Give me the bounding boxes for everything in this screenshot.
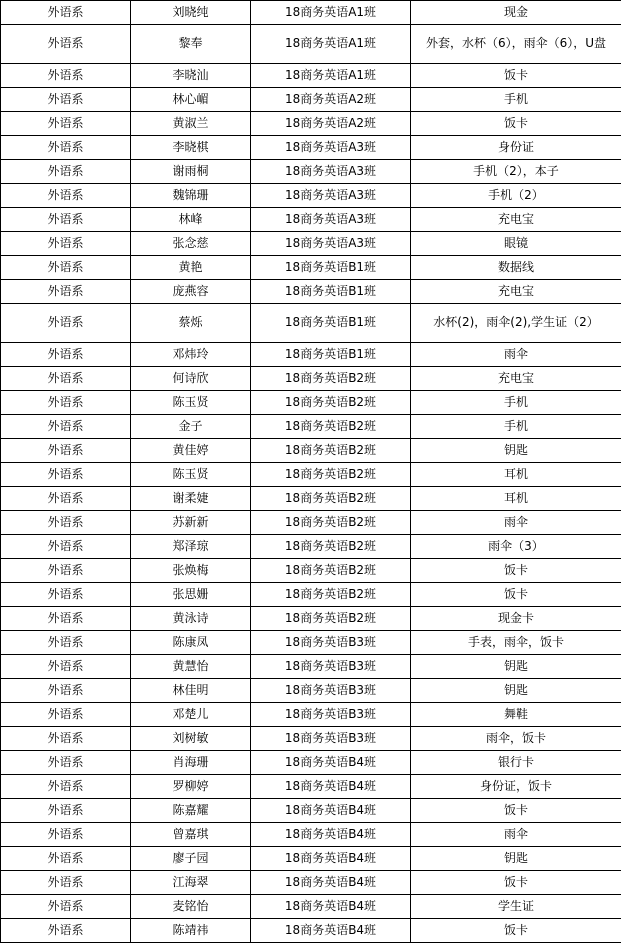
cell-class[interactable]: 18商务英语B3班	[251, 703, 411, 727]
cell-items[interactable]: 手机	[411, 415, 621, 439]
cell-name[interactable]: 黄淑兰	[131, 112, 251, 136]
table-row[interactable]	[1, 799, 621, 823]
table-row[interactable]	[1, 895, 621, 919]
cell-name[interactable]: 林佳明	[131, 679, 251, 703]
cell-items[interactable]: 现金	[411, 1, 621, 25]
cell-class[interactable]: 18商务英语B3班	[251, 655, 411, 679]
cell-name[interactable]: 林心嵋	[131, 88, 251, 112]
table-row[interactable]	[1, 535, 621, 559]
table-row[interactable]	[1, 559, 621, 583]
cell-department[interactable]: 外语系	[1, 823, 131, 847]
cell-name[interactable]: 陈嘉耀	[131, 799, 251, 823]
cell-department[interactable]: 外语系	[1, 631, 131, 655]
cell-items[interactable]: 充电宝	[411, 280, 621, 304]
table-row[interactable]	[1, 439, 621, 463]
cell-department[interactable]: 外语系	[1, 280, 131, 304]
table-row[interactable]	[1, 679, 621, 703]
cell-name[interactable]: 陈玉贤	[131, 463, 251, 487]
cell-department[interactable]: 外语系	[1, 919, 131, 943]
cell-items[interactable]: 充电宝	[411, 367, 621, 391]
table-row[interactable]	[1, 511, 621, 535]
cell-department[interactable]: 外语系	[1, 871, 131, 895]
cell-name[interactable]: 张思姗	[131, 583, 251, 607]
cell-name[interactable]: 苏新新	[131, 511, 251, 535]
cell-name[interactable]: 谢雨桐	[131, 160, 251, 184]
cell-name[interactable]: 肖海珊	[131, 751, 251, 775]
table-row[interactable]	[1, 919, 621, 943]
cell-items[interactable]: 手机	[411, 88, 621, 112]
cell-name[interactable]: 张焕梅	[131, 559, 251, 583]
cell-items[interactable]: 雨伞	[411, 823, 621, 847]
cell-items[interactable]: 饭卡	[411, 799, 621, 823]
cell-class[interactable]: 18商务英语A2班	[251, 112, 411, 136]
cell-name[interactable]: 陈靖祎	[131, 919, 251, 943]
cell-class[interactable]: 18商务英语B4班	[251, 823, 411, 847]
cell-class[interactable]: 18商务英语B3班	[251, 631, 411, 655]
cell-name[interactable]: 庞燕容	[131, 280, 251, 304]
table-row[interactable]	[1, 727, 621, 751]
table-row[interactable]	[1, 703, 621, 727]
cell-items[interactable]: 雨伞，饭卡	[411, 727, 621, 751]
cell-name[interactable]: 曾嘉琪	[131, 823, 251, 847]
cell-class[interactable]: 18商务英语A1班	[251, 64, 411, 88]
table-row[interactable]	[1, 1, 621, 25]
cell-department[interactable]: 外语系	[1, 583, 131, 607]
cell-class[interactable]: 18商务英语B2班	[251, 415, 411, 439]
table-row[interactable]	[1, 487, 621, 511]
cell-class[interactable]: 18商务英语B2班	[251, 463, 411, 487]
cell-name[interactable]: 黎奉	[131, 25, 251, 64]
cell-items[interactable]: 饭卡	[411, 112, 621, 136]
cell-class[interactable]: 18商务英语A3班	[251, 160, 411, 184]
cell-name[interactable]: 江海翠	[131, 871, 251, 895]
cell-name[interactable]: 邓炜玲	[131, 343, 251, 367]
table-row[interactable]	[1, 112, 621, 136]
cell-items[interactable]: 银行卡	[411, 751, 621, 775]
cell-class[interactable]: 18商务英语B2班	[251, 607, 411, 631]
cell-department[interactable]: 外语系	[1, 415, 131, 439]
cell-items[interactable]: 钥匙	[411, 847, 621, 871]
cell-class[interactable]: 18商务英语B1班	[251, 304, 411, 343]
cell-department[interactable]: 外语系	[1, 232, 131, 256]
cell-department[interactable]: 外语系	[1, 256, 131, 280]
cell-name[interactable]: 金子	[131, 415, 251, 439]
cell-name[interactable]: 郑泽琼	[131, 535, 251, 559]
cell-items[interactable]: 雨伞（3）	[411, 535, 621, 559]
cell-class[interactable]: 18商务英语B2班	[251, 583, 411, 607]
cell-department[interactable]: 外语系	[1, 511, 131, 535]
cell-department[interactable]: 外语系	[1, 367, 131, 391]
cell-name[interactable]: 蔡烁	[131, 304, 251, 343]
cell-items[interactable]: 水杯(2)，雨伞(2),学生证（2）	[411, 304, 621, 343]
cell-items[interactable]: 眼镜	[411, 232, 621, 256]
cell-class[interactable]: 18商务英语B3班	[251, 727, 411, 751]
table-row[interactable]	[1, 631, 621, 655]
table-row[interactable]	[1, 583, 621, 607]
cell-class[interactable]: 18商务英语B1班	[251, 256, 411, 280]
table-row[interactable]	[1, 256, 621, 280]
cell-class[interactable]: 18商务英语B2班	[251, 439, 411, 463]
cell-class[interactable]: 18商务英语A3班	[251, 208, 411, 232]
cell-items[interactable]: 饭卡	[411, 64, 621, 88]
cell-department[interactable]: 外语系	[1, 1, 131, 25]
cell-class[interactable]: 18商务英语B2班	[251, 391, 411, 415]
table-row[interactable]	[1, 25, 621, 64]
cell-class[interactable]: 18商务英语A2班	[251, 88, 411, 112]
table-row[interactable]	[1, 280, 621, 304]
cell-class[interactable]: 18商务英语B2班	[251, 511, 411, 535]
cell-items[interactable]: 饭卡	[411, 559, 621, 583]
cell-department[interactable]: 外语系	[1, 727, 131, 751]
cell-name[interactable]: 林峰	[131, 208, 251, 232]
cell-class[interactable]: 18商务英语A3班	[251, 136, 411, 160]
cell-department[interactable]: 外语系	[1, 703, 131, 727]
cell-class[interactable]: 18商务英语B4班	[251, 847, 411, 871]
table-row[interactable]	[1, 208, 621, 232]
cell-department[interactable]: 外语系	[1, 304, 131, 343]
cell-department[interactable]: 外语系	[1, 463, 131, 487]
cell-name[interactable]: 廖子园	[131, 847, 251, 871]
cell-department[interactable]: 外语系	[1, 535, 131, 559]
cell-department[interactable]: 外语系	[1, 112, 131, 136]
cell-name[interactable]: 罗柳婷	[131, 775, 251, 799]
cell-items[interactable]: 钥匙	[411, 439, 621, 463]
cell-class[interactable]: 18商务英语A1班	[251, 25, 411, 64]
table-row[interactable]	[1, 823, 621, 847]
cell-class[interactable]: 18商务英语B1班	[251, 343, 411, 367]
table-row[interactable]	[1, 871, 621, 895]
cell-items[interactable]: 现金卡	[411, 607, 621, 631]
cell-items[interactable]: 数据线	[411, 256, 621, 280]
cell-department[interactable]: 外语系	[1, 895, 131, 919]
cell-items[interactable]: 饭卡	[411, 871, 621, 895]
cell-class[interactable]: 18商务英语B4班	[251, 895, 411, 919]
cell-class[interactable]: 18商务英语B2班	[251, 535, 411, 559]
cell-department[interactable]: 外语系	[1, 88, 131, 112]
cell-items[interactable]: 手机（2）	[411, 184, 621, 208]
table-row[interactable]	[1, 136, 621, 160]
cell-name[interactable]: 魏锦珊	[131, 184, 251, 208]
table-row[interactable]	[1, 415, 621, 439]
table-row[interactable]	[1, 751, 621, 775]
cell-name[interactable]: 陈康凤	[131, 631, 251, 655]
cell-department[interactable]: 外语系	[1, 64, 131, 88]
cell-items[interactable]: 充电宝	[411, 208, 621, 232]
cell-items[interactable]: 雨伞	[411, 343, 621, 367]
cell-items[interactable]: 钥匙	[411, 655, 621, 679]
cell-department[interactable]: 外语系	[1, 799, 131, 823]
cell-department[interactable]: 外语系	[1, 607, 131, 631]
table-row[interactable]	[1, 304, 621, 343]
cell-name[interactable]: 谢柔婕	[131, 487, 251, 511]
cell-class[interactable]: 18商务英语B1班	[251, 280, 411, 304]
cell-class[interactable]: 18商务英语B4班	[251, 919, 411, 943]
cell-department[interactable]: 外语系	[1, 160, 131, 184]
table-row[interactable]	[1, 184, 621, 208]
cell-name[interactable]: 黄佳婷	[131, 439, 251, 463]
table-body	[1, 1, 621, 943]
cell-name[interactable]: 陈玉贤	[131, 391, 251, 415]
cell-department[interactable]: 外语系	[1, 775, 131, 799]
table-row[interactable]	[1, 232, 621, 256]
cell-class[interactable]: 18商务英语B2班	[251, 367, 411, 391]
cell-class[interactable]: 18商务英语B2班	[251, 487, 411, 511]
cell-items[interactable]: 外套，水杯（6），雨伞（6），U盘	[411, 25, 621, 64]
table-row[interactable]	[1, 88, 621, 112]
cell-items[interactable]: 身份证	[411, 136, 621, 160]
cell-items[interactable]: 舞鞋	[411, 703, 621, 727]
cell-department[interactable]: 外语系	[1, 847, 131, 871]
cell-items[interactable]: 钥匙	[411, 679, 621, 703]
cell-items[interactable]: 耳机	[411, 487, 621, 511]
table-row[interactable]	[1, 64, 621, 88]
cell-class[interactable]: 18商务英语B2班	[251, 559, 411, 583]
cell-name[interactable]: 何诗欣	[131, 367, 251, 391]
cell-items[interactable]: 手机（2），本子	[411, 160, 621, 184]
cell-name[interactable]: 黄艳	[131, 256, 251, 280]
table-row[interactable]	[1, 655, 621, 679]
cell-department[interactable]: 外语系	[1, 136, 131, 160]
cell-class[interactable]: 18商务英语B4班	[251, 775, 411, 799]
cell-items[interactable]: 耳机	[411, 463, 621, 487]
cell-department[interactable]: 外语系	[1, 655, 131, 679]
table-row[interactable]	[1, 463, 621, 487]
table-row[interactable]	[1, 391, 621, 415]
cell-department[interactable]: 外语系	[1, 184, 131, 208]
cell-department[interactable]: 外语系	[1, 25, 131, 64]
cell-department[interactable]: 外语系	[1, 439, 131, 463]
table-row[interactable]	[1, 367, 621, 391]
cell-class[interactable]: 18商务英语A3班	[251, 232, 411, 256]
cell-items[interactable]: 学生证	[411, 895, 621, 919]
cell-department[interactable]: 外语系	[1, 343, 131, 367]
cell-name[interactable]: 刘晓纯	[131, 1, 251, 25]
cell-department[interactable]: 外语系	[1, 751, 131, 775]
cell-class[interactable]: 18商务英语B4班	[251, 751, 411, 775]
cell-department[interactable]: 外语系	[1, 208, 131, 232]
cell-department[interactable]: 外语系	[1, 559, 131, 583]
cell-class[interactable]: 18商务英语A3班	[251, 184, 411, 208]
cell-items[interactable]: 手表，雨伞，饭卡	[411, 631, 621, 655]
cell-name[interactable]: 麦铭怡	[131, 895, 251, 919]
cell-name[interactable]: 李晓汕	[131, 64, 251, 88]
table-row[interactable]	[1, 343, 621, 367]
cell-class[interactable]: 18商务英语B3班	[251, 679, 411, 703]
cell-items[interactable]: 雨伞	[411, 511, 621, 535]
table-row[interactable]	[1, 160, 621, 184]
cell-department[interactable]: 外语系	[1, 487, 131, 511]
cell-name[interactable]: 刘树敏	[131, 727, 251, 751]
table-row[interactable]	[1, 847, 621, 871]
cell-name[interactable]: 邓楚儿	[131, 703, 251, 727]
cell-items[interactable]: 饭卡	[411, 583, 621, 607]
table-row[interactable]	[1, 775, 621, 799]
cell-items[interactable]: 饭卡	[411, 919, 621, 943]
cell-name[interactable]: 张念慈	[131, 232, 251, 256]
cell-department[interactable]: 外语系	[1, 391, 131, 415]
cell-name[interactable]: 黄泳诗	[131, 607, 251, 631]
table-row[interactable]	[1, 607, 621, 631]
cell-department[interactable]: 外语系	[1, 679, 131, 703]
cell-name[interactable]: 黄慧怡	[131, 655, 251, 679]
cell-items[interactable]: 手机	[411, 391, 621, 415]
cell-name[interactable]: 李晓棋	[131, 136, 251, 160]
cell-class[interactable]: 18商务英语B4班	[251, 799, 411, 823]
cell-class[interactable]: 18商务英语A1班	[251, 1, 411, 25]
cell-items[interactable]: 身份证，饭卡	[411, 775, 621, 799]
cell-class[interactable]: 18商务英语B4班	[251, 871, 411, 895]
